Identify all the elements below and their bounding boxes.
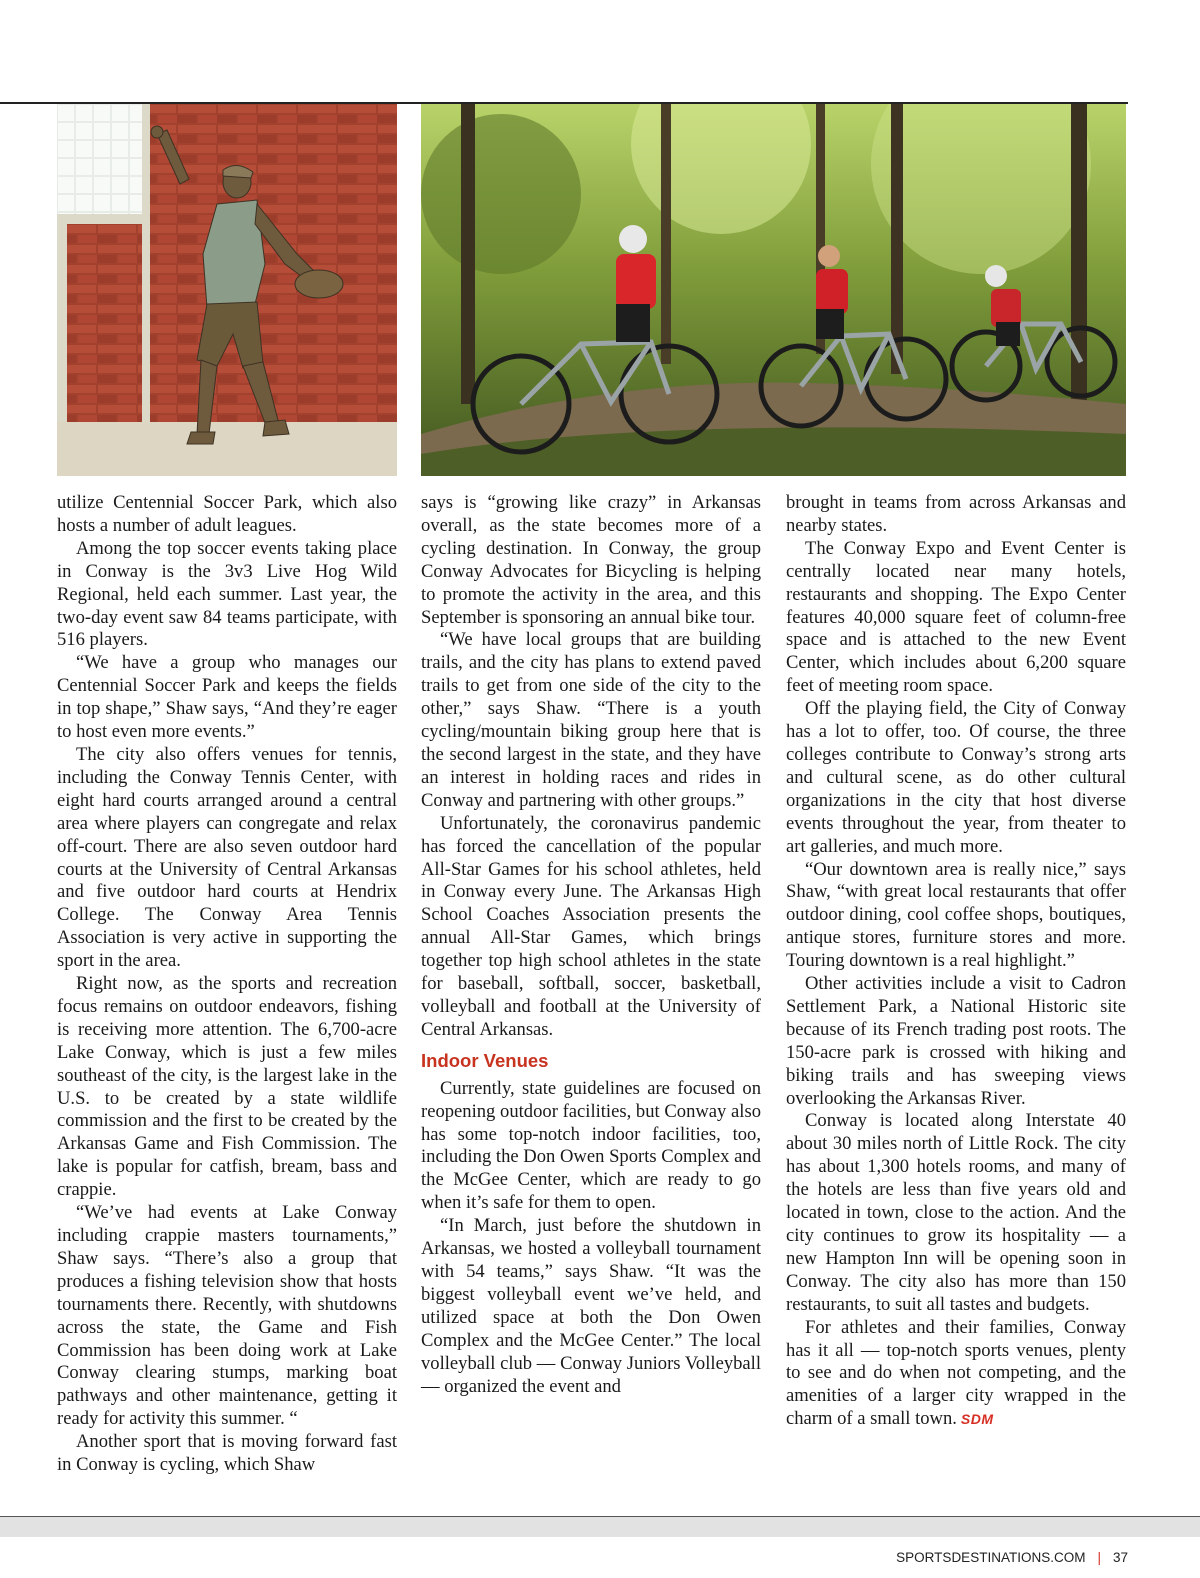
- cyclists-photo: [421, 104, 1126, 476]
- last-paragraph: [786, 1317, 1126, 1432]
- footer-site: SPORTSDESTINATIONS.COM: [896, 1550, 1086, 1565]
- paragraph: Off the playing field, the City of Conway has a lot to offer, too. Of course, the three colleges contribute to Conway’s strong arts and cultural scene, as do other cultural organizations in the city that host diverse events throughout the year, from theater to art galleries, and much more.: [786, 698, 1126, 857]
- article-column-2: [421, 492, 761, 1398]
- footer-band: [0, 1517, 1200, 1537]
- paragraph: “We have local groups that are building trails, and the city has plans to extend paved trails to get from one side of the city to the other,” says Shaw. “There is a youth cycling/mountain biking group here that is the second largest in the state, and they have an interest in holding races and rides in Conway and partnering with other groups.”: [421, 629, 761, 811]
- paragraph: Currently, state guidelines are focused on reopening outdoor facilities, but Conway also has some top-notch indoor facilities, too, including the Don Owen Sports Complex and the McGee Center, which are ready to go when it’s safe for them to open.: [421, 1077, 761, 1214]
- sdm-end-logo: SDM: [960, 1411, 994, 1428]
- paragraph: “In March, just before the shutdown in Arkansas, we hosted a volleyball tournament with 54 teams,” says Shaw. “It was the biggest volleyball event we’ve held, and utilized space at both the Don Owen Complex and the McGee Center.” The local volleyball club — Conway Juniors Volleyball — organized the event and: [421, 1215, 761, 1397]
- paragraph: Unfortunately, the coronavirus pandemic has forced the cancellation of the popular All-Star Games for his school athletes, held in Conway every June. The Arkansas High School Coaches Association presents the annual All-Star Games, which brings together top high school athletes in the state for baseball, softball, soccer, basketball, volleyball and football at the University of Central Arkansas.: [421, 812, 761, 1040]
- paragraph: The city also offers venues for tennis, including the Conway Tennis Center, with eight hard courts arranged around a central area where players can congregate and relax off-court. There are also seven outdoor hard courts at the University of Central Arkansas and five outdoor hard courts at Hendrix College. The Conway Area Tennis Association is very active in supporting the sport in the area.: [57, 743, 397, 972]
- paragraph: utilize Centennial Soccer Park, which also hosts a number of adult leagues.: [57, 492, 397, 536]
- paragraph: Right now, as the sports and recreation focus remains on outdoor endeavors, fishing is receiving more attention. The 6,700-acre Lake Conway, which is just a few miles southeast of the city, is the largest lake in the U.S. to be created by a state wildlife commission and the first to be created by the Arkansas Game and Fish Commission. The lake is popular for catfish, bream, bass and crappie.: [57, 973, 397, 1201]
- page-number: 37: [1112, 1550, 1128, 1565]
- paragraph: brought in teams from across Arkansas and nearby states.: [786, 492, 1126, 536]
- paragraph: says is “growing like crazy” in Arkansas overall, as the state becomes more of a cycling destination. In Conway, the group Conway Advocates for Bicycling is helping to promote the activity in the area, and this September is sponsoring an annual bike tour.: [421, 492, 761, 628]
- paragraph: Other activities include a visit to Cadron Settlement Park, a National Historic site because of its French trading post roots. The 150-acre park is crossed with hiking and biking trails and has sweeping views overlooking the Arkansas River.: [786, 973, 1126, 1109]
- paragraph: Conway is located along Interstate 40 about 30 miles north of Little Rock. The city has about 1,300 hotels rooms, and many of the hotels are less than five years old and located in town, close to the action. And the city continues to grow its hospitality — a new Hampton Inn will be opening soon in Conway. The city also has more than 150 restaurants, to suit all tastes and budgets.: [786, 1110, 1126, 1315]
- statue-photo: [57, 104, 397, 476]
- footer-separator: |: [1097, 1550, 1101, 1565]
- paragraph: “Our downtown area is really nice,” says Shaw, “with great local restaurants that offer outdoor dining, cool coffee shops, boutiques, antique stores, furniture stores and more. Touring downtown is a real highlight.”: [786, 858, 1126, 972]
- paragraph: “We’ve had events at Lake Conway including crappie masters tournaments,” Shaw says. “There’s also a group that produces a fishing television show that hosts tournaments there. Recently, with shutdowns across the state, the Game and Fish Commission has been doing work at Lake Conway clearing stumps, marking boat pathways and other maintenance, getting it ready for activity this summer. “: [57, 1202, 397, 1430]
- article-column-1: [57, 492, 397, 1477]
- paragraph: “We have a group who manages our Centennial Soccer Park and keeps the fields in top shape,” Shaw says, “And they’re eager to host even more events.”: [57, 652, 397, 743]
- paragraph: Among the top soccer events taking place in Conway is the 3v3 Live Hog Wild Regional, held each summer. Last year, the two-day event saw 84 teams participate, with 516 players.: [57, 537, 397, 651]
- paragraph: Another sport that is moving forward fast in Conway is cycling, which Shaw: [57, 1431, 397, 1476]
- section-heading-indoor-venues: Indoor Venues: [421, 1049, 549, 1071]
- paragraph-text: For athletes and their families, Conway has it all — top-notch sports venues, plenty to see and do when not competing, and the amenities of a larger city wrapped in the charm of a small town.: [786, 1316, 1126, 1430]
- paragraph: The Conway Expo and Event Center is centrally located near many hotels, restaurants and shopping. The Expo Center features 40,000 square feet of column-free space and is attached to the new Event Center, which includes about 6,200 square feet of meeting room space.: [786, 537, 1126, 697]
- article-column-3: [786, 492, 1126, 1431]
- footer: [896, 1550, 1128, 1565]
